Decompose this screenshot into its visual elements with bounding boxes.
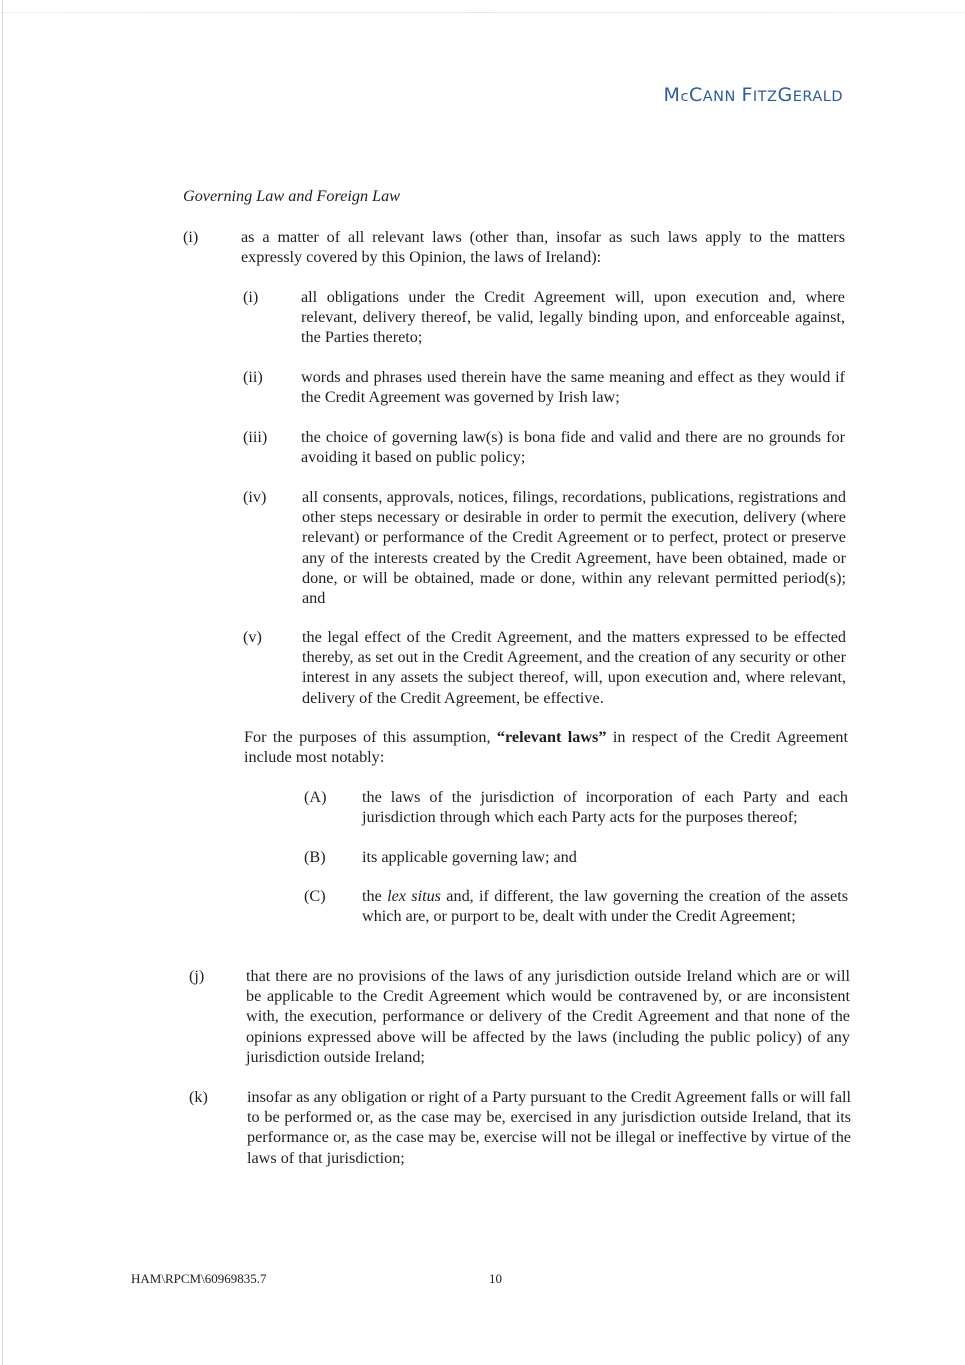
section-heading: Governing Law and Foreign Law bbox=[183, 187, 401, 205]
lex-situs-term: lex situs bbox=[387, 887, 441, 905]
subitem-text-v: the legal effect of the Credit Agreement, and the matters expressed to be effected thereby, as set out in the Credit Agreement, and the creation of any security or other interest in any assets the subject thereof, will, upon execution and, where relevant, delivery of the Credit Agreement, be effective. bbox=[302, 628, 846, 707]
subitem-text-i: all obligations under the Credit Agreement will, upon execution and, where relevant, delivery thereof, be valid, legally binding upon, and enforceable against, the Parties thereto; bbox=[301, 288, 845, 347]
item-text-i: as a matter of all relevant laws (other than, insofar as such laws apply to the matters expressly covered by this Opinion, the laws of Ireland): bbox=[241, 228, 845, 267]
firm-logo: McCANN FITZGERALD bbox=[663, 84, 843, 106]
relevant-laws-paragraph: For the purposes of this assumption, “relevant laws” in respect of the Credit Agreement include most notably: bbox=[244, 728, 849, 767]
subitem-text-iv: all consents, approvals, notices, filings, recordations, publications, registrations and other steps necessary or desirable in order to permit the execution, delivery (where relevant) or performance of the Credit Agreement or to perfect, protect or preserve any of the interests created by the Credit Agreement, have been obtained, made or done, or will be obtained, made or done, within any relevant permitted period(s); and bbox=[302, 488, 846, 608]
subitem-label-i: (i) bbox=[243, 288, 259, 306]
subitem-label-iii: (iii) bbox=[243, 428, 268, 446]
document-reference: HAM\RPCM\60969835.7 bbox=[131, 1271, 267, 1286]
subitem-label-iv: (iv) bbox=[243, 488, 267, 506]
letter-text-a: the laws of the jurisdiction of incorporation of each Party and each jurisdiction through which each Party acts for the purposes thereof; bbox=[362, 788, 848, 827]
letter-label-c: (C) bbox=[304, 887, 326, 905]
item-text-k: insofar as any obligation or right of a Party pursuant to the Credit Agreement falls or will fall to be performed or, as the case may be, exercised in any jurisdiction outside Ireland, that its performance or, as the case may be, exercise will not be illegal or ineffective by virtue of the laws of that jurisdiction; bbox=[247, 1088, 851, 1167]
item-label-i: (i) bbox=[183, 228, 199, 246]
subitem-label-v: (v) bbox=[243, 628, 262, 646]
subitem-text-iii: the choice of governing law(s) is bona fide and valid and there are no grounds for avoiding it based on public policy; bbox=[301, 428, 845, 467]
page-number: 10 bbox=[489, 1271, 502, 1286]
letter-text-c: the lex situs and, if different, the law governing the creation of the assets which are, or purport to be, dealt with under the Credit Agreement; bbox=[362, 887, 848, 926]
letter-label-b: (B) bbox=[304, 848, 326, 866]
item-label-j: (j) bbox=[189, 967, 205, 985]
scan-edge-left bbox=[2, 0, 3, 1365]
letter-text-b: its applicable governing law; and bbox=[362, 848, 577, 866]
scan-edge-top bbox=[0, 12, 965, 13]
subitem-text-ii: words and phrases used therein have the same meaning and effect as they would if the Credit Agreement was governed by Irish law; bbox=[301, 368, 845, 407]
relevant-laws-term: “relevant laws” bbox=[496, 728, 607, 746]
subitem-label-ii: (ii) bbox=[243, 368, 263, 386]
item-label-k: (k) bbox=[189, 1088, 208, 1106]
letter-label-a: (A) bbox=[304, 788, 327, 806]
item-text-j: that there are no provisions of the laws of any jurisdiction outside Ireland which are or will be applicable to the Credit Agreement which would be contravened by, or are inconsistent with, the execution, performance or delivery of the Credit Agreement and that none of the opinions expressed above will be affected by the laws (including the public policy) of any jurisdiction outside Ireland; bbox=[246, 967, 850, 1066]
